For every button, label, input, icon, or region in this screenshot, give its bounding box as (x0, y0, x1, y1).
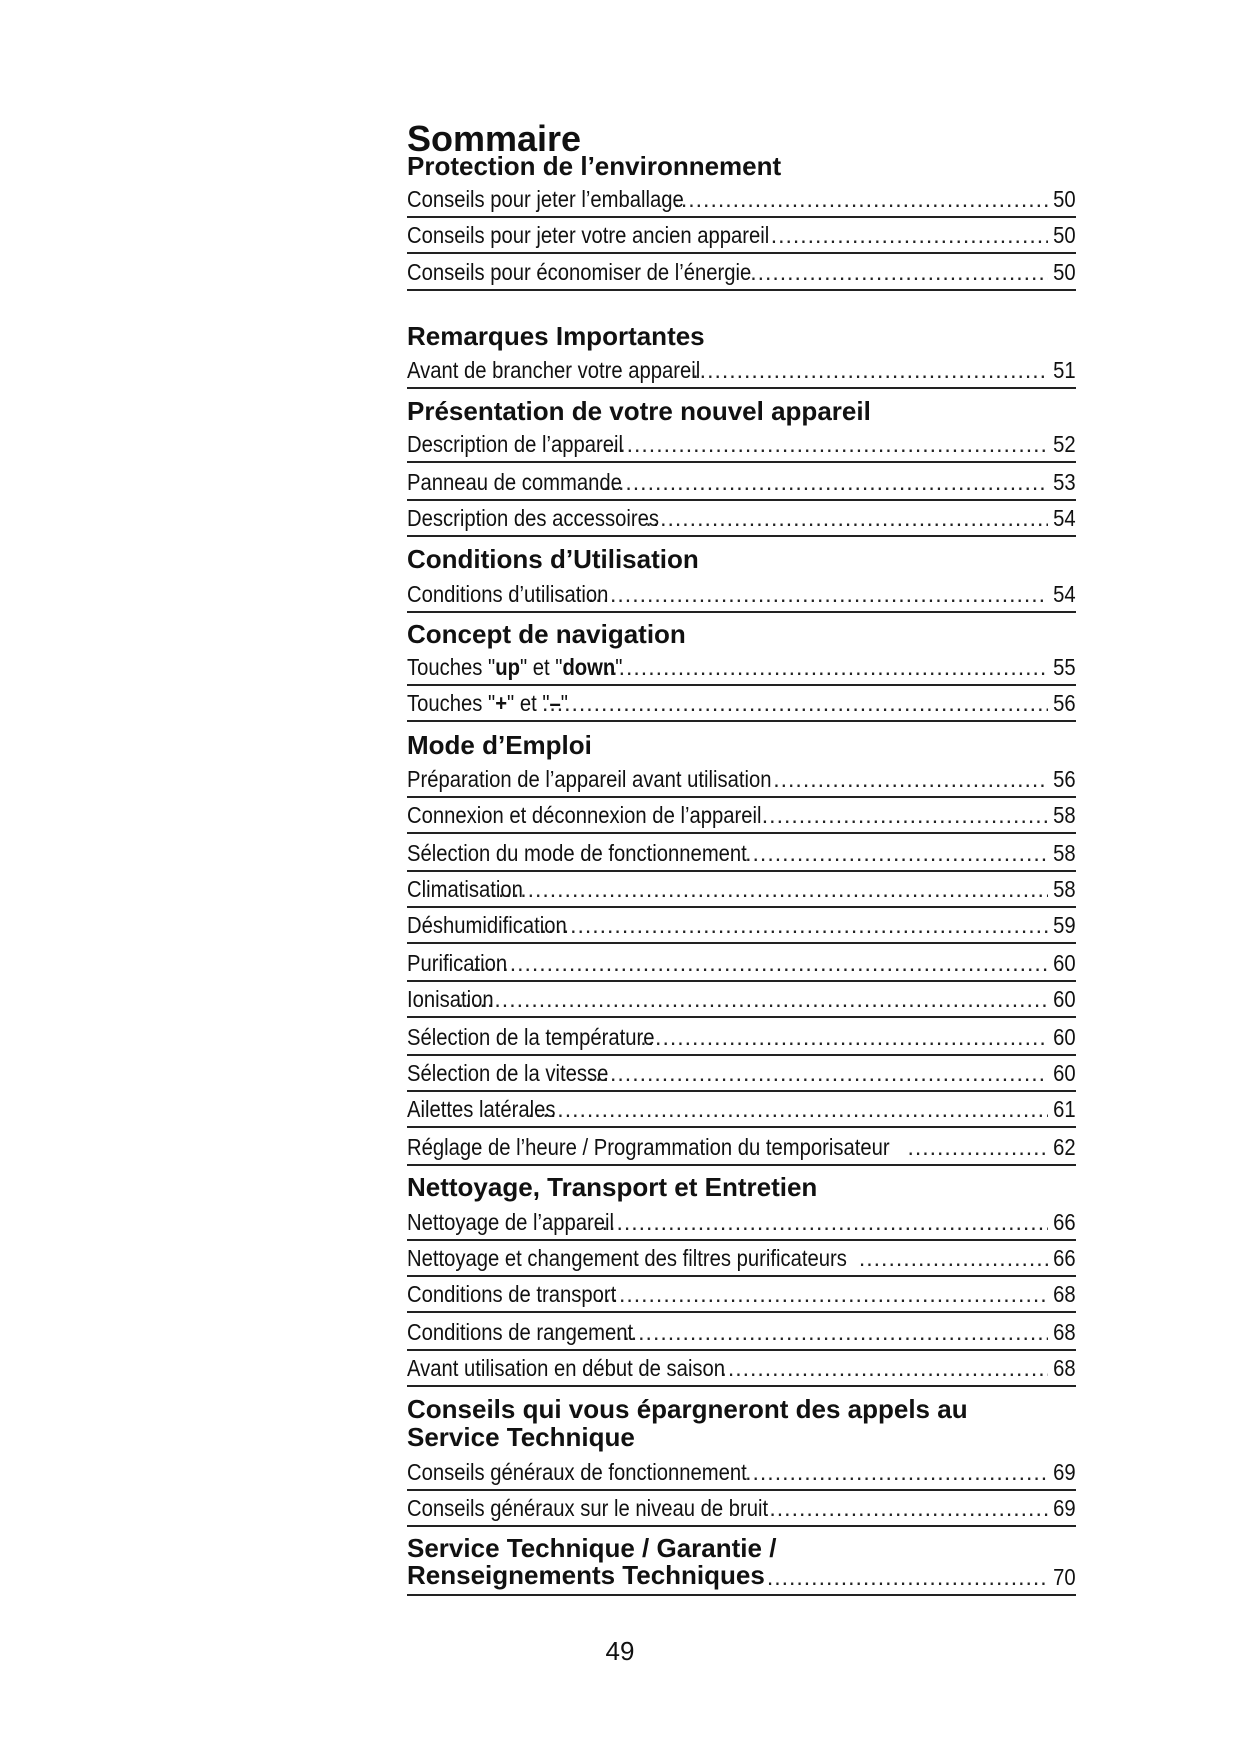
toc-entry-label: Conseils pour jeter l’emballage (407, 186, 684, 212)
toc-entry[interactable] (407, 1022, 1076, 1056)
toc-entry[interactable] (407, 874, 1076, 908)
toc-entry-page: 69 (1053, 1495, 1076, 1521)
toc-entry[interactable] (407, 220, 1076, 254)
dot-leader (604, 431, 1048, 458)
dot-leader (491, 876, 1049, 903)
dot-leader (745, 840, 1048, 867)
toc-entry-page: 69 (1053, 1459, 1076, 1485)
toc-entry-page: 68 (1053, 1319, 1076, 1345)
toc-entry[interactable] (407, 1279, 1076, 1313)
dot-leader (773, 766, 1048, 793)
section-heading: Service Technique / Garantie / (407, 1533, 777, 1563)
toc-entry-label: Description de l’appareil (407, 431, 624, 457)
dot-leader (597, 1281, 1049, 1308)
dot-leader (645, 505, 1048, 532)
toc-entry-label: Avant de brancher votre appareil (407, 357, 701, 383)
toc-entry-page: 68 (1053, 1355, 1076, 1381)
toc-entry-label: Conditions de rangement (407, 1319, 634, 1345)
section-heading-line: Service Technique (407, 1422, 635, 1452)
key-down-label: down (562, 654, 616, 680)
toc-entry-page: 61 (1053, 1096, 1076, 1122)
dot-leader (692, 357, 1048, 384)
toc-entry-label: Renseignements Techniques (407, 1560, 765, 1590)
dot-leader (604, 654, 1049, 681)
toc-entry-label: Purification (407, 950, 508, 976)
dot-leader (588, 1060, 1049, 1087)
toc-entry-page: 50 (1053, 259, 1076, 285)
page-title: Sommaire (407, 118, 582, 159)
toc-entry-label: Conditions d’utilisation (407, 581, 609, 607)
toc-entry-page: 58 (1053, 802, 1076, 828)
toc-entry-page: 52 (1053, 431, 1076, 457)
toc-entry-label: Sélection du mode de fonctionnement (407, 840, 747, 866)
key-up-label: up (495, 654, 520, 680)
dot-leader (745, 1459, 1048, 1486)
toc-entry-label: Ionisation (407, 986, 494, 1012)
section-heading-line: Conseils qui vous épargneront des appels au (407, 1394, 968, 1424)
toc-entry-label: Déshumidification (407, 912, 567, 938)
dot-leader (750, 259, 1048, 286)
toc-entry-page: 50 (1053, 222, 1076, 248)
section-heading: Concept de navigation (407, 619, 686, 649)
toc-entry[interactable] (407, 257, 1076, 291)
toc-entry-page: 60 (1053, 986, 1076, 1012)
label-text: " et " (507, 690, 550, 716)
toc-entry-label: Réglage de l’heure / Programmation du temporisateur (407, 1134, 890, 1160)
dot-leader (457, 986, 1048, 1013)
toc-entry-label: Conseils généraux de fonctionnement (407, 1459, 747, 1485)
toc-entry-page: 60 (1053, 1060, 1076, 1086)
toc-entry[interactable] (407, 355, 1076, 389)
toc-entry[interactable] (407, 184, 1076, 218)
toc-entry[interactable] (407, 688, 1076, 722)
toc-entry-page: 50 (1053, 186, 1076, 212)
toc-entry-page: 68 (1053, 1281, 1076, 1307)
label-text: " (560, 690, 568, 716)
toc-entry[interactable] (407, 1058, 1076, 1092)
dot-leader (473, 950, 1049, 977)
toc-entry-page: 51 (1053, 357, 1076, 383)
toc-entry[interactable] (407, 1457, 1076, 1491)
toc-entry[interactable] (407, 948, 1076, 982)
toc-entry-label: Sélection de la vitesse (407, 1060, 609, 1086)
section-heading: Mode d’Emploi (407, 730, 592, 760)
label-text: " (615, 654, 623, 680)
toc-entry-label: Préparation de l’appareil avant utilisation (407, 766, 772, 792)
toc-entry-page: 54 (1053, 581, 1076, 607)
dot-leader (771, 222, 1049, 249)
dot-leader (859, 1245, 1049, 1272)
toc-entry[interactable] (407, 429, 1076, 463)
key-plus-label: + (495, 690, 508, 716)
toc-entry-label: Conseils pour jeter votre ancien appareil (407, 222, 770, 248)
label-text: " et " (519, 654, 563, 680)
toc-entry-label (407, 654, 622, 681)
toc-entry-label: Conseils généraux sur le niveau de bruit (407, 1495, 769, 1521)
toc-entry-page: 58 (1053, 840, 1076, 866)
key-minus-label: – (549, 690, 561, 716)
toc-entry[interactable] (407, 503, 1076, 537)
toc-entry[interactable] (407, 1353, 1076, 1387)
toc-entry[interactable] (407, 838, 1076, 872)
toc-entry-page: 53 (1053, 469, 1076, 495)
label-text: Touches " (407, 690, 496, 716)
toc-entry-page: 56 (1053, 766, 1076, 792)
section-heading: Remarques Importantes (407, 321, 705, 351)
toc-entry-page: 59 (1053, 912, 1076, 938)
toc-entry-label (407, 690, 568, 717)
toc-entry-label: Nettoyage et changement des filtres purificateurs (407, 1245, 847, 1271)
toc-entry[interactable] (407, 800, 1076, 834)
dot-leader (594, 1209, 1048, 1236)
toc-entry-page: 70 (1053, 1564, 1076, 1590)
dot-leader (588, 581, 1049, 608)
toc-entry-label: Connexion et déconnexion de l’appareil (407, 802, 762, 828)
dot-leader (762, 802, 1049, 829)
toc-entry[interactable] (407, 984, 1076, 1018)
dot-leader (907, 1134, 1048, 1161)
toc-entry-label: Avant utilisation en début de saison (407, 1355, 726, 1381)
toc-entry[interactable] (407, 1560, 1076, 1596)
toc-entry-label: Climatisation (407, 876, 523, 902)
dot-leader (528, 1096, 1049, 1123)
toc-entry[interactable] (407, 910, 1076, 944)
toc-entry-page: 54 (1053, 505, 1076, 531)
toc-entry-page: 62 (1053, 1134, 1076, 1160)
section-heading: Protection de l’environnement (407, 151, 782, 181)
dot-leader (674, 186, 1049, 213)
toc-entry-page: 66 (1053, 1245, 1076, 1271)
section-heading: Nettoyage, Transport et Entretien (407, 1172, 818, 1202)
toc-entry-label: Nettoyage de l’appareil (407, 1209, 615, 1235)
toc-entry-page: 58 (1053, 876, 1076, 902)
dot-leader (720, 1355, 1048, 1382)
toc-entry[interactable] (407, 1243, 1076, 1277)
toc-entry-label: Description des accessoires (407, 505, 659, 531)
toc-entry[interactable] (407, 467, 1076, 501)
dot-leader (767, 1564, 1049, 1591)
toc-entry-label: Sélection de la température (407, 1024, 655, 1050)
page-number: 49 (605, 1636, 635, 1666)
toc-entry-page: 60 (1053, 950, 1076, 976)
dot-leader (541, 912, 1049, 939)
toc-entry[interactable] (407, 1207, 1076, 1241)
dot-leader (769, 1495, 1048, 1522)
toc-entry-label: Panneau de commande (407, 469, 622, 495)
toc-entry-page: 56 (1053, 690, 1076, 716)
toc-entry[interactable] (407, 652, 1076, 686)
toc-entry[interactable] (407, 1132, 1076, 1166)
dot-leader (542, 690, 1048, 717)
dot-leader (640, 1024, 1048, 1051)
toc-entry[interactable] (407, 1094, 1076, 1128)
section-heading (407, 1395, 968, 1451)
section-heading: Présentation de votre nouvel appareil (407, 396, 871, 426)
dot-leader (616, 1319, 1048, 1346)
toc-entry-page: 66 (1053, 1209, 1076, 1235)
toc-entry-label: Ailettes latérales (407, 1096, 556, 1122)
section-heading: Conditions d’Utilisation (407, 544, 699, 574)
toc-entry[interactable] (407, 764, 1076, 798)
toc-entry[interactable] (407, 1317, 1076, 1351)
toc-entry-page: 55 (1053, 654, 1076, 680)
dot-leader (603, 469, 1048, 496)
label-text: Touches " (407, 654, 496, 680)
toc-entry-page: 60 (1053, 1024, 1076, 1050)
toc-entry[interactable] (407, 1493, 1076, 1527)
toc-entry-label: Conseils pour économiser de l’énergie (407, 259, 752, 285)
toc-entry[interactable] (407, 579, 1076, 613)
toc-entry-label: Conditions de transport (407, 1281, 617, 1307)
